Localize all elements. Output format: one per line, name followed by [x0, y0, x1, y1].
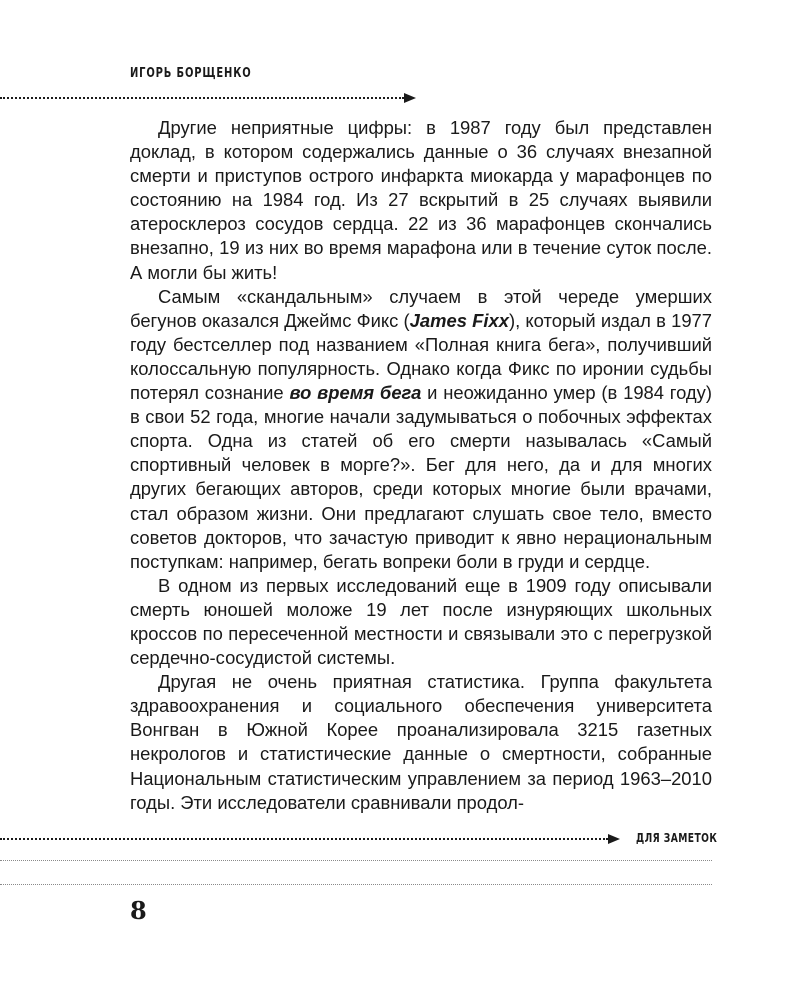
paragraph-3-text: В одном из первых исследований еще в 1909 году описывали смерть юношей моложе 19 лет после изнуряющих школьных кроссов по пересеченной местности и связывали это с перегрузкой сердечно-сосудистой системы.	[130, 574, 712, 669]
notes-label: ДЛЯ ЗАМЕТОК	[636, 831, 718, 845]
paragraph-2-text-a: Самым «скандальным» случаем в этой череде умерших бегунов оказался Джеймс Фикс (	[130, 285, 712, 331]
paragraph-2	[130, 285, 712, 574]
paragraph-2-text-c: и неожиданно умер (в 1984 году) в свои 52 года, многие начали задумываться о побочных эффектах спорта. Одна из статей об его смерти называлась «Самый спортивный человек в морге?». Бег для него, да и для многих других бегающих авторов, среди которых многие были врачами, стал образом жизни. Они предлагают слушать свое тело, вместо советов докторов, что зачастую приводит к явно нерациональным поступкам: например, бегать вопреки боли в груди и сердце.	[130, 382, 712, 572]
note-line	[0, 884, 712, 885]
paragraph-2-text-b: ), который издал в 1977 году бестселлер под названием «Полная книга бега», получивший колоссальную популярность. Однако когда Фикс по иронии судьбы потерял сознание	[130, 309, 712, 404]
paragraph-1	[130, 116, 712, 285]
phrase-emphasis: во время бега	[289, 382, 422, 404]
paragraph-4-text: Другая не очень приятная статистика. Группа факультета здравоохранения и социального обеспечения университета Вонгван в Южной Корее проанализировала 3215 газетных некрологов и статистические данные о смертности, собранные Национальным статистическим управлением за период 1963–2010 годы. Эти исследователи сравнивали продол-	[130, 671, 712, 813]
name-emphasis: James Fixx	[409, 309, 509, 331]
footer-arrow-icon	[608, 834, 620, 844]
paragraph-3	[130, 574, 712, 670]
body-text	[130, 116, 712, 815]
footer-dotted-rule	[0, 838, 608, 840]
running-header-author: ИГОРЬ БОРЩЕНКО	[130, 66, 252, 81]
header-dotted-rule	[0, 97, 404, 99]
header-arrow-icon	[404, 93, 416, 103]
paragraph-4	[130, 670, 712, 815]
note-line	[0, 860, 712, 861]
paragraph-1-text: Другие неприятные цифры: в 1987 году был представлен доклад, в котором содержались данные о 36 случаях внезапной смерти и приступов острого инфаркта миокарда у марафонцев по состоянию на 1984 год. Из 27 вскрытий в 25 случаях выявили атеросклероз сосудов сердца. 22 из 36 марафонцев скончались внезапно, 19 из них во время марафона или в течение суток после. А могли бы жить!	[130, 117, 712, 283]
page-number: 8	[130, 896, 147, 925]
